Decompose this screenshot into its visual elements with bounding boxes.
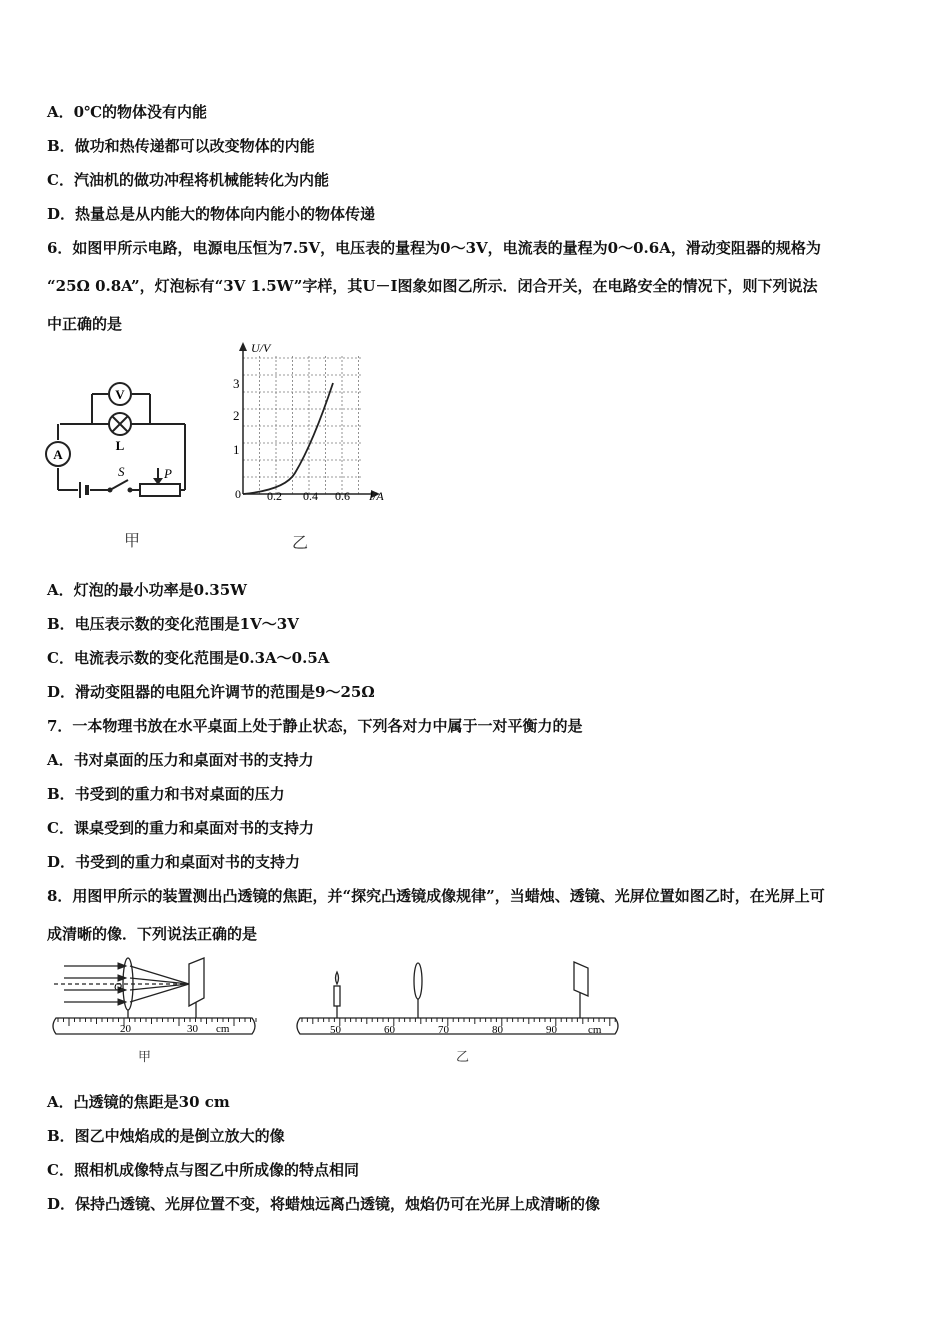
- ruler-yi-tick-label: 60: [384, 1024, 395, 1036]
- q7-option-b: B．书受到的重力和书对桌面的压力: [47, 785, 285, 803]
- switch-symbol: [108, 464, 133, 493]
- ruler-jia-unit: cm: [216, 1023, 230, 1035]
- y-axis-arrow: [239, 342, 247, 351]
- y-tick: 3: [233, 376, 240, 391]
- graph-grid: [243, 356, 361, 494]
- circuit-diagram: [40, 370, 200, 510]
- q8-stem-line2: 成清晰的像．下列说法正确的是: [47, 925, 258, 943]
- q6-option-c: C．电流表示数的变化范围是0.3A～0.5A: [47, 649, 330, 667]
- ruler-jia-tick-label: 20: [120, 1023, 131, 1035]
- ruler-yi-tick-label: 80: [492, 1024, 503, 1036]
- y-tick: 1: [233, 442, 240, 457]
- ammeter-label: A: [53, 447, 63, 462]
- q6-stem-line2: “25Ω 0.8A”，灯泡标有“3V 1.5W”字样，其U－I图象如图乙所示．闭合开关，在电路安全的情况下，则下列说法: [47, 277, 818, 295]
- q6-stem-line3: 中正确的是: [47, 315, 123, 333]
- figure-yi-caption: 乙: [456, 1050, 470, 1065]
- focal-length-figure: [44, 956, 269, 1041]
- candle-symbol: [334, 972, 340, 1018]
- lamp-label: L: [115, 438, 125, 453]
- graph-caption: 乙: [292, 533, 309, 552]
- q6-option-a: A．灯泡的最小功率是0.35W: [47, 581, 248, 599]
- voltmeter-label: V: [115, 387, 125, 402]
- x-tick: 0.6: [335, 489, 350, 503]
- lens-symbol: [414, 963, 422, 1018]
- q6-stem-line1: 6．如图甲所示电路，电源电压恒为7.5V，电压表的量程为0～3V，电流表的量程为0～0.6A，滑动变阻器的规格为: [47, 239, 821, 257]
- q6-option-b: B．电压表示数的变化范围是1V～3V: [47, 615, 299, 633]
- slider-label: P: [164, 466, 172, 481]
- q5-option-a: A．0℃的物体没有内能: [47, 103, 208, 121]
- q5-option-b: B．做功和热传递都可以改变物体的内能: [47, 137, 315, 155]
- q8-option-d: D．保持凸透镜、光屏位置不变，将蜡烛远离凸透镜，烛焰仍可在光屏上成清晰的像: [47, 1195, 601, 1213]
- lens-center-label: O: [114, 981, 122, 993]
- x-tick: 0.2: [267, 489, 282, 503]
- rheostat-symbol: [140, 466, 180, 496]
- voltmeter-symbol: [109, 383, 131, 405]
- y-tick: 2: [233, 408, 240, 423]
- figure-jia-caption: 甲: [138, 1050, 152, 1065]
- q6-option-d: D．滑动变阻器的电阻允许调节的范围是9～25Ω: [47, 683, 375, 701]
- x-tick: 0.4: [303, 489, 318, 503]
- ruler-yi-unit: cm: [588, 1024, 602, 1036]
- q5-option-d: D．热量总是从内能大的物体向内能小的物体传递: [47, 205, 376, 223]
- q7-option-c: C．课桌受到的重力和桌面对书的支持力: [47, 819, 314, 837]
- ruler-yi-tick-label: 70: [438, 1024, 449, 1036]
- q8-option-a: A．凸透镜的焦距是30 cm: [47, 1093, 230, 1111]
- q7-option-d: D．书受到的重力和桌面对书的支持力: [47, 853, 301, 871]
- y-axis-label: U/V: [251, 341, 271, 355]
- q7-option-a: A．书对桌面的压力和桌面对书的支持力: [47, 751, 314, 769]
- ammeter-symbol: [46, 442, 70, 466]
- lamp-symbol: [109, 413, 131, 453]
- x-tick: 0: [235, 487, 241, 501]
- x-axis-label: I/A: [369, 489, 384, 503]
- q8-option-c: C．照相机成像特点与图乙中所成像的特点相同: [47, 1161, 359, 1179]
- ruler-yi-tick-label: 50: [330, 1024, 341, 1036]
- optical-bench-figure: [290, 956, 625, 1041]
- q5-option-c: C．汽油机的做功冲程将机械能转化为内能: [47, 171, 329, 189]
- ruler-jia-tick-label: 30: [187, 1023, 198, 1035]
- q8-option-b: B．图乙中烛焰成的是倒立放大的像: [47, 1127, 285, 1145]
- battery-symbol: [80, 482, 87, 498]
- q7-stem: 7．一本物理书放在水平桌面上处于静止状态，下列各对力中属于一对平衡力的是: [47, 717, 583, 735]
- ruler-yi-tick-label: 90: [546, 1024, 557, 1036]
- ui-graph: [225, 338, 400, 508]
- switch-label: S: [118, 464, 125, 479]
- q8-stem-line1: 8．用图甲所示的装置测出凸透镜的焦距，并“探究凸透镜成像规律”，当蜡烛、透镜、光屏位置如图乙时，在光屏上可: [47, 887, 825, 905]
- circuit-caption: 甲: [124, 531, 141, 550]
- screen-symbol: [574, 962, 588, 1018]
